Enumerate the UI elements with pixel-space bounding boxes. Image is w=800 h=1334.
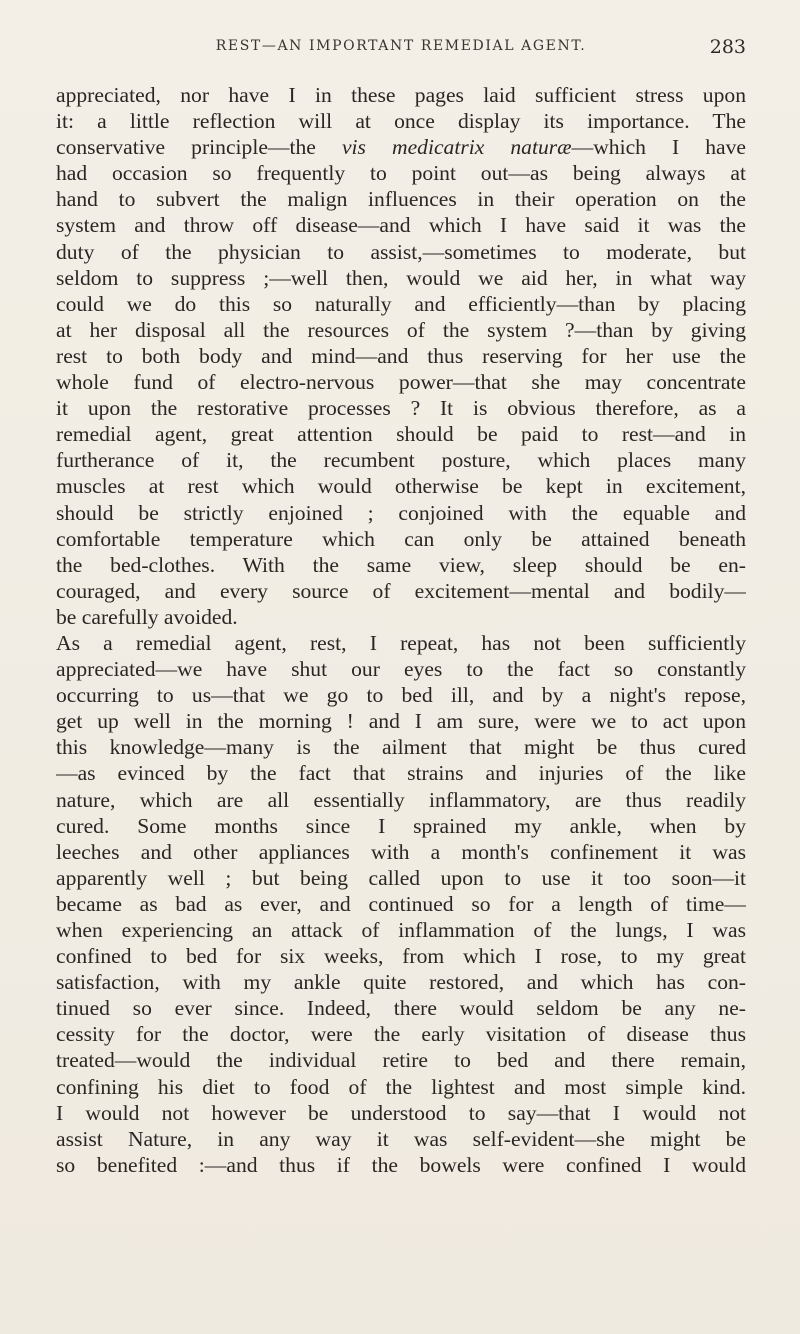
text-line: assist Nature, in any way it was self-evident—she might be [56, 1126, 746, 1151]
text-line: seldom to suppress ;—well then, would we aid her, in what way [56, 265, 746, 290]
text-line: it upon the restorative processes ? It is obvious therefore, as a [56, 396, 746, 421]
text-line: occurring to us—that we go to bed ill, and by a night's repose, [56, 683, 746, 708]
text-line: conservative principle—the vis medicatrix naturæ—which I have [56, 135, 746, 160]
text-line: tinued so ever since. Indeed, there would seldom be any ne- [56, 996, 746, 1021]
text-line: treated—would the individual retire to bed and there remain, [56, 1048, 746, 1073]
text-line: confining his diet to food of the lightest and most simple kind. [56, 1074, 746, 1099]
text-line: should be strictly enjoined ; conjoined with the equable and [56, 500, 746, 525]
text-line: when experiencing an attack of inflammation of the lungs, I was [56, 918, 746, 942]
text-line: system and throw off disease—and which I have said it was the [56, 213, 746, 238]
page-header [56, 36, 746, 66]
text-line: hand to subvert the malign influences in their operation on the [56, 187, 746, 212]
text-line: had occasion so frequently to point out—as being always at [56, 161, 746, 186]
text-line: couraged, and every source of excitement—mental and bodily— [56, 578, 746, 603]
body-text [56, 82, 746, 1178]
text-line: furtherance of it, the recumbent posture, which places many [56, 448, 746, 473]
text-line: I would not however be understood to say—that I would not [56, 1100, 746, 1125]
text-line: the bed-clothes. With the same view, sleep should be en- [56, 552, 746, 577]
text-line: confined to bed for six weeks, from which I rose, to my great [56, 944, 746, 969]
text-line: whole fund of electro-nervous power—that she may concentrate [56, 370, 746, 395]
text-line: cessity for the doctor, were the early visitation of disease thus [56, 1022, 746, 1047]
text-line: became as bad as ever, and continued so for a length of time— [56, 891, 746, 916]
text-line: be carefully avoided. [56, 604, 238, 629]
text-line: —as evinced by the fact that strains and injuries of the like [56, 761, 746, 786]
text-line: appreciated—we have shut our eyes to the fact so constantly [56, 657, 746, 682]
text-line: apparently well ; but being called upon to use it too soon—it [56, 865, 746, 890]
text-line: it: a little reflection will at once display its importance. The [56, 109, 746, 134]
text-line: rest to both body and mind—and thus reserving for her use the [56, 343, 746, 368]
text-line: leeches and other appliances with a month's confinement it was [56, 839, 746, 864]
text-line: could we do this so naturally and efficiently—than by placing [56, 291, 746, 316]
text-line: get up well in the morning ! and I am sure, were we to act upon [56, 709, 746, 734]
text-line: duty of the physician to assist,—sometimes to moderate, but [56, 239, 746, 264]
text-line: satisfaction, with my ankle quite restored, and which has con- [56, 970, 746, 995]
text-line: appreciated, nor have I in these pages laid sufficient stress upon [56, 83, 746, 107]
text-line: at her disposal all the resources of the system ?—than by giving [56, 317, 746, 342]
text-line: so benefited :—and thus if the bowels were confined I would [56, 1152, 746, 1177]
text-line: this knowledge—many is the ailment that might be thus cured [56, 735, 746, 760]
text-line: muscles at rest which would otherwise be kept in excitement, [56, 474, 746, 499]
text-line: As a remedial agent, rest, I repeat, has not been sufficiently [56, 630, 746, 655]
running-title: REST—AN IMPORTANT REMEDIAL AGENT. [215, 38, 587, 54]
page-number: 283 [709, 36, 746, 58]
text-line: nature, which are all essentially inflammatory, are thus readily [56, 787, 746, 812]
text-line: comfortable temperature which can only be attained beneath [56, 526, 746, 551]
text-line: remedial agent, great attention should be paid to rest—and in [56, 422, 746, 447]
text-line: cured. Some months since I sprained my ankle, when by [56, 813, 746, 838]
